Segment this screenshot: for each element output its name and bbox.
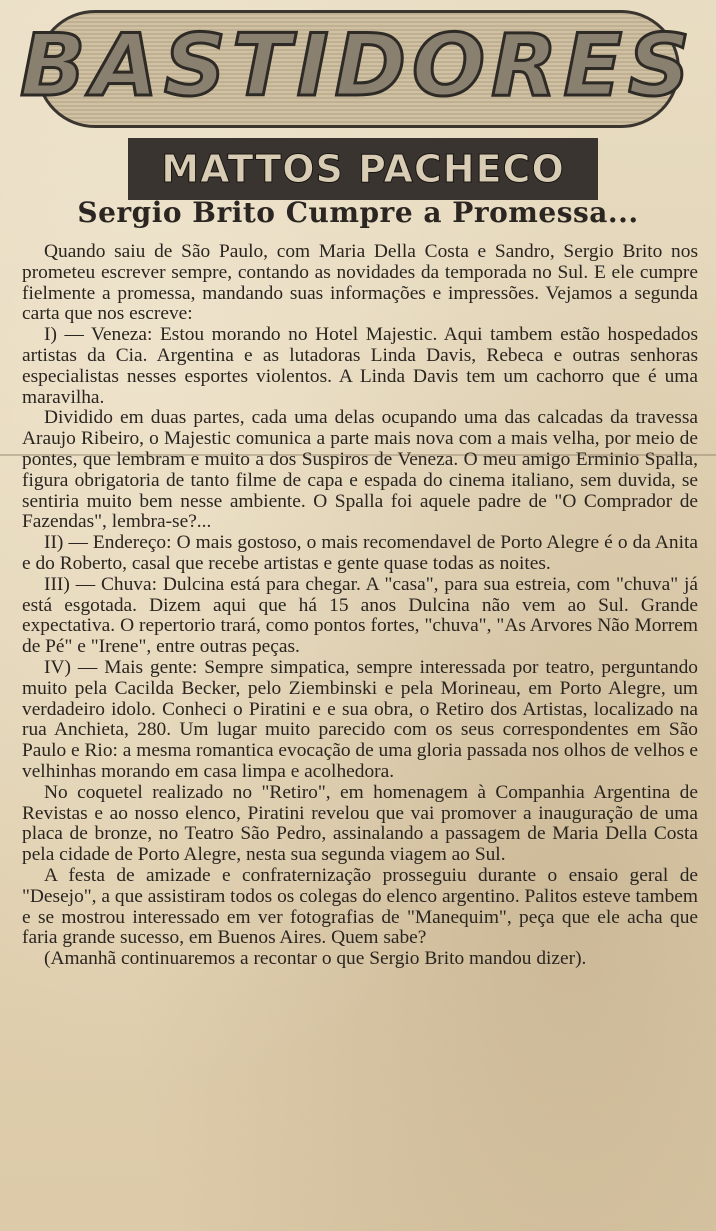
- author-bar: [128, 138, 598, 200]
- column-masthead: [19, 10, 697, 191]
- article-headline: Sergio Brito Cumpre a Promessa...: [77, 196, 639, 229]
- paragraph-veneza: I) — Veneza: Estou morando no Hotel Majestic. Aqui tambem estão hospedados artistas da Cia. Argentina e as lutadoras Linda Davis, Rebeca e outras senhoras especialistas nesses esportes violentos. A Linda Davis tem um cachorro que é uma maravilha.: [22, 324, 698, 408]
- paragraph-majestic: Dividido em duas partes, cada uma delas ocupando uma das calcadas da travessa Araujo Ribeiro, o Majestic comunica a parte mais nova com a mais velha, por meio de pontes, que lembram e muito a dos Suspiros de Veneza. O meu amigo Erminio Spalla, figura obrigatoria de tanto filme de capa e espada do cinema italiano, sem duvida, se sentiria muito bem nesse ambiente. O Spalla foi aquele padre de "O Comprador de Fazendas", lembra-se?...: [22, 407, 698, 533]
- paragraph-mais-gente: IV) — Mais gente: Sempre simpatica, sempre interessada por teatro, perguntando muito pela Cacilda Becker, pelo Ziembinski e pela Morineau, em Porto Alegre, um verdadeiro idolo. Conheci o Piratini e e sua obra, o Retiro dos Artistas, localizado na rua Anchieta, 280. Um lugar muito parecido com os seus correspondentes em São Paulo e Rio: a mesma romantica evocação de uma gloria passada nos olhos de velhos e velhinhas morando em casa limpa e acolhedora.: [22, 656, 698, 782]
- column-banner: [19, 10, 697, 128]
- paragraph-intro: Quando saiu de São Paulo, com Maria Della Costa e Sandro, Sergio Brito nos prometeu escrever sempre, contando as novidades da temporada no Sul. E ele cumpre fielmente a promessa, mandando suas informações e impressões. Vejamos a segunda carta que nos escreve:: [22, 241, 698, 325]
- paragraph-coquetel: No coquetel realizado no "Retiro", em homenagem à Companhia Argentina de Revistas e ao nosso elenco, Piratini revelou que vai promover a inauguração de uma placa de bronze, no Teatro São Pedro, assinalando a passagem de Maria Della Costa pela cidade de Porto Alegre, nesta sua segunda viagem ao Sul.: [22, 781, 698, 866]
- column-title: BASTIDORES: [19, 16, 697, 116]
- paragraph-chuva: III) — Chuva: Dulcina está para chegar. A "casa", para sua estreia, com "chuva" já está esgotada. Dizem aqui que há 15 anos Dulcina não vem ao Sul. Grande expectativa. O repertorio trará, como pontos fortes, "chuva", "As Arvores Não Morrem de Pé" e "Irene", entre outras peças.: [22, 573, 698, 658]
- article-body: [22, 242, 698, 970]
- paragraph-festa: A festa de amizade e confraternização prosseguiu durante o ensaio geral de "Desejo", a que assistiram todos os colegas do elenco argentino. Palitos esteve tambem e se mostrou interessado em ver fotografias de "Manequim", peça que ele acha que faria grande sucesso, em Buenos Aires. Quem sabe?: [22, 864, 698, 949]
- author-name: MATTOS PACHECO: [161, 147, 565, 191]
- paragraph-closing: (Amanhã continuaremos a recontar o que Sergio Brito mandou dizer).: [44, 948, 587, 970]
- paragraph-endereco: II) — Endereço: O mais gostoso, o mais recomendavel de Porto Alegre é o da Anita e do Roberto, casal que recebe artistas e gente quase todas as noites.: [22, 532, 698, 574]
